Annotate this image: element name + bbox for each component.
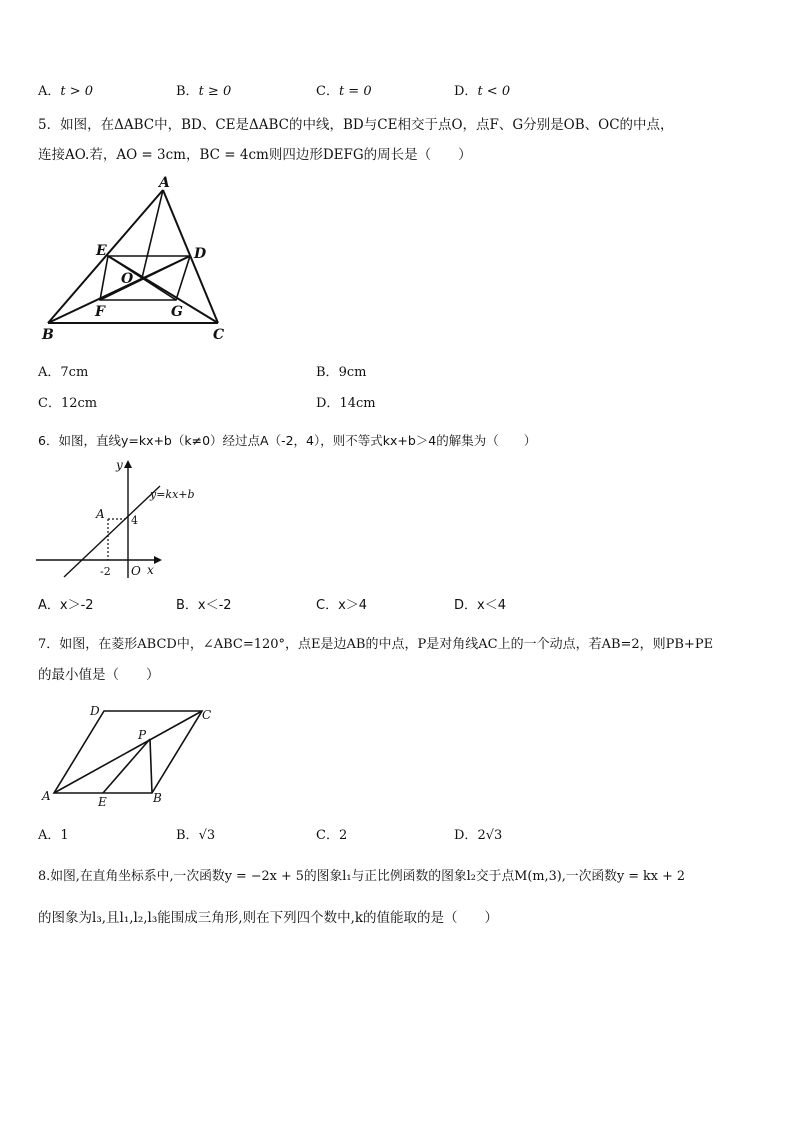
q6-option-c: C．x＞4 [316, 598, 368, 613]
q6-stem: 6．如图，直线y=kx+b（k≠0）经过点A（-2，4），则不等式kx+b＞4的解集为（ ） [38, 433, 537, 448]
q6-tick-neg2: -2 [100, 565, 111, 578]
q5-label-a: A [159, 175, 170, 191]
q5-stem-line2: 连接AO.若，AO = 3cm，BC = 4cm则四边形DEFG的周长是（ ） [38, 147, 472, 163]
q7-stem-line2: 的最小值是（ ） [38, 667, 160, 683]
q5-label-c: C [213, 327, 225, 343]
q6-x-arrow [154, 556, 162, 564]
q6-tick-4: 4 [131, 514, 138, 527]
q6-graph-figure [34, 456, 214, 581]
q4-option-d: D．t < 0 [454, 84, 511, 99]
q4-option-a: A．t > 0 [38, 84, 94, 99]
q7-option-d: D．2√3 [454, 828, 503, 843]
q6-line-kx-b [64, 486, 160, 577]
q6-label-origin: O [131, 564, 141, 578]
q4-option-b: B．t ≥ 0 [176, 84, 232, 99]
q7-label-e: E [98, 795, 107, 809]
q8-stem-line2: 的图象为l₃,且l₁,l₂,l₃能围成三角形,则在下列四个数中,k的值能取的是（ ） [38, 910, 499, 926]
q7-label-d: D [90, 704, 100, 718]
q6-option-b: B．x＜-2 [176, 598, 232, 613]
q7-label-b: B [153, 791, 162, 805]
q7-segment-pb [150, 739, 152, 793]
q7-label-a: A [42, 789, 51, 803]
q5-label-d: D [194, 246, 207, 262]
q7-option-a: A．1 [38, 828, 69, 843]
q6-label-y: y [116, 458, 123, 472]
q5-label-g: G [171, 304, 183, 320]
q7-rhombus-figure [34, 700, 224, 810]
q8-stem-line1: 8.如图,在直角坐标系中,一次函数y = −2x + 5的图象l₁与正比例函数的图象l₂交于点M(m,3),一次函数y = kx + 2 [38, 869, 686, 884]
q5-option-a: A．7cm [38, 365, 89, 380]
q6-option-a: A．x＞-2 [38, 598, 94, 613]
q5-option-d: D．14cm [316, 396, 376, 411]
q5-label-f: F [95, 304, 105, 320]
q7-diagonal-ac [54, 711, 202, 793]
q7-label-c: C [202, 708, 212, 722]
q6-y-arrow [124, 460, 132, 468]
q5-triangle-figure [30, 170, 250, 345]
q7-option-b: B．√3 [176, 828, 216, 843]
q5-option-c: C．12cm [38, 396, 98, 411]
q6-label-point-a: A [96, 507, 105, 521]
q5-option-b: B．9cm [316, 365, 367, 380]
q5-label-e: E [96, 243, 107, 259]
q7-label-p: P [138, 728, 147, 742]
q5-stem-line1: 5．如图，在ΔABC中，BD、CE是ΔABC的中线，BD与CE相交于点O，点F、G分别是OB、OC的中点， [38, 117, 674, 133]
q7-segment-pe [103, 739, 150, 793]
q6-label-line: y=kx+b [150, 488, 195, 501]
q5-label-b: B [42, 327, 54, 343]
q4-option-c: C．t = 0 [316, 84, 372, 99]
q6-option-d: D．x＜4 [454, 598, 506, 613]
q6-label-x: x [147, 563, 154, 577]
q7-option-c: C．2 [316, 828, 348, 843]
q5-label-o: O [121, 271, 134, 287]
q7-stem-line1: 7．如图，在菱形ABCD中，∠ABC=120°，点E是边AB的中点，P是对角线AC上的一个动点，若AB=2，则PB+PE [38, 637, 714, 652]
